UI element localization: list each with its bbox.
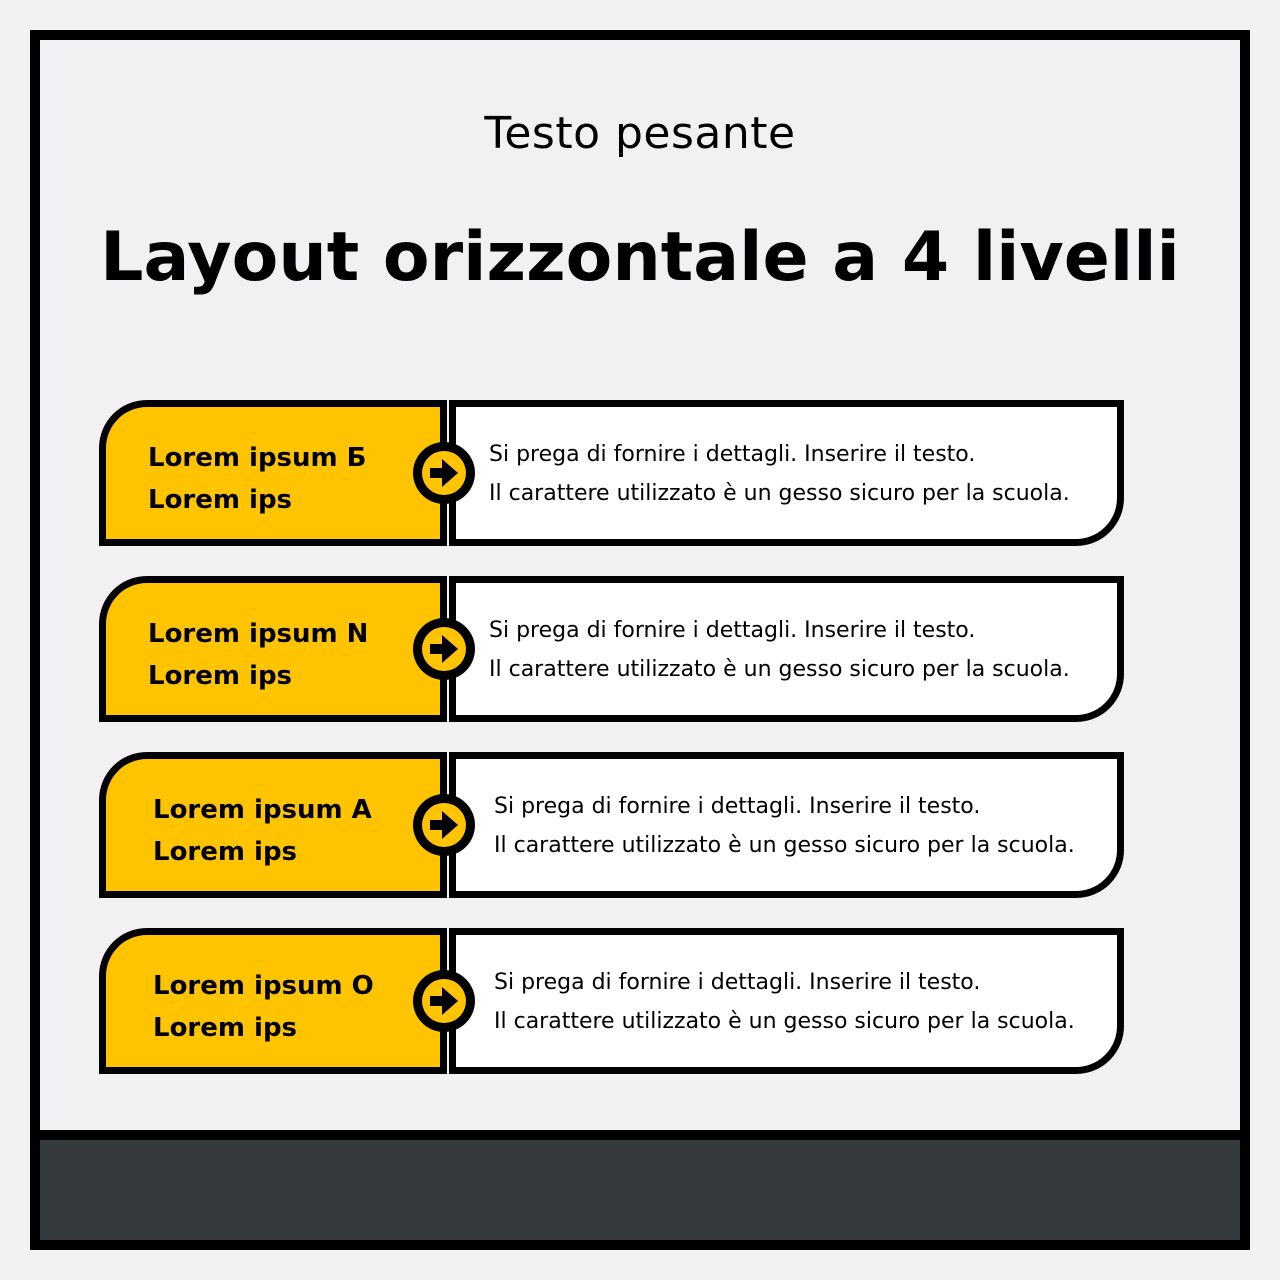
level-label-box — [99, 928, 447, 1074]
level-description-line1: Si prega di fornire i dettagli. Inserire il testo. — [489, 618, 976, 643]
kicker-text: Testo pesante — [484, 108, 796, 159]
level-label-line2: Lorem ips — [148, 485, 293, 515]
level-label-line2: Lorem ips — [148, 661, 293, 691]
level-text-box — [449, 928, 1124, 1074]
level-label-line1: Lorem ipsum O — [153, 971, 374, 1001]
level-row-3 — [99, 752, 1124, 898]
level-description-line1: Si prega di fornire i dettagli. Inserire il testo. — [489, 442, 976, 467]
level-description-line2: Il carattere utilizzato è un gesso sicuro per la scuola. — [494, 833, 1075, 858]
level-label-line1: Lorem ipsum N — [148, 619, 369, 649]
level-description-line2: Il carattere utilizzato è un gesso sicuro per la scuola. — [489, 657, 1070, 682]
level-label-box — [99, 752, 447, 898]
level-row-1 — [99, 400, 1124, 546]
arrow-right-icon — [409, 790, 479, 860]
level-row-4 — [99, 928, 1124, 1074]
level-description-line1: Si prega di fornire i dettagli. Inserire il testo. — [494, 970, 981, 995]
arrow-right-icon — [409, 966, 479, 1036]
arrow-right-icon — [409, 438, 479, 508]
level-label — [148, 437, 367, 521]
level-text-box — [449, 400, 1124, 546]
level-label — [148, 613, 368, 697]
level-text-box — [449, 752, 1124, 898]
arrow-right-icon — [409, 614, 479, 684]
level-label-box — [99, 400, 447, 546]
level-label-line2: Lorem ips — [153, 1013, 298, 1043]
level-label — [153, 789, 372, 873]
level-row-2 — [99, 576, 1124, 722]
level-label-box — [99, 576, 447, 722]
level-description — [489, 611, 1070, 689]
footer-bar — [40, 1130, 1240, 1240]
level-description-line2: Il carattere utilizzato è un gesso sicuro per la scuola. — [494, 1009, 1075, 1034]
level-label-line1: Lorem ipsum Б — [148, 443, 367, 473]
level-description — [494, 963, 1075, 1041]
level-description — [489, 435, 1070, 513]
level-description-line1: Si prega di fornire i dettagli. Inserire il testo. — [494, 794, 981, 819]
level-description-line2: Il carattere utilizzato è un gesso sicuro per la scuola. — [489, 481, 1070, 506]
level-label — [153, 965, 374, 1049]
level-text-box — [449, 576, 1124, 722]
level-label-line2: Lorem ips — [153, 837, 298, 867]
page-title: Layout orizzontale a 4 livelli — [100, 218, 1180, 297]
level-label-line1: Lorem ipsum A — [153, 795, 372, 825]
level-description — [494, 787, 1075, 865]
